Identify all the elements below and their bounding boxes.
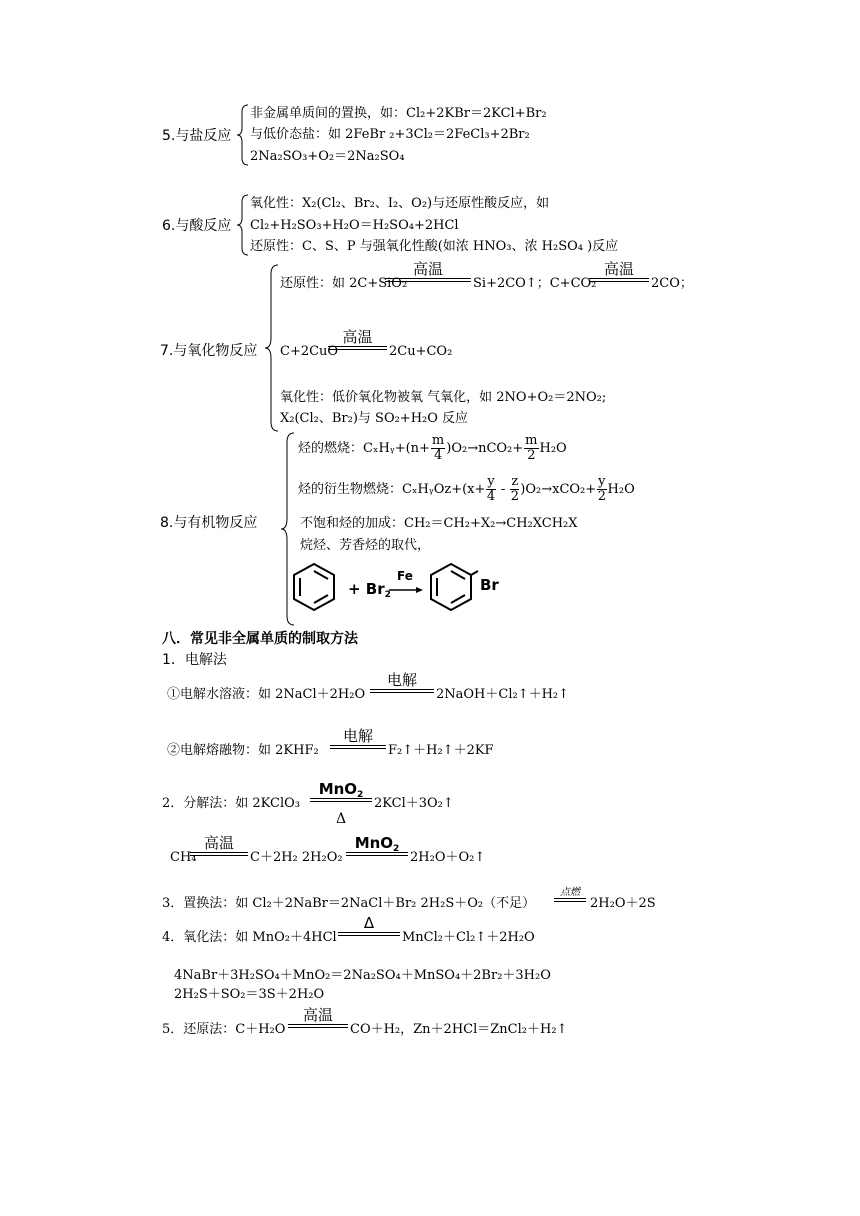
method-4-pre: 4．氧化法：如 MnO₂＋4HCl xyxy=(162,930,337,945)
method-3-post: 2H₂O＋2S xyxy=(590,896,656,911)
cond-mno2-delta: MnO$_2$ Δ xyxy=(310,780,372,828)
s7-line1a: 还原性：如 2C+SiO₂ xyxy=(280,276,408,291)
s5-line1: 非金属单质间的置换，如：Cl₂+2KBr＝2KCl+Br₂ xyxy=(250,106,547,121)
s8-label: 8.与有机物反应 xyxy=(160,515,258,531)
cond-label: 高温 xyxy=(342,328,373,346)
fraction-y2: $\frac{y}{2}$ xyxy=(597,474,606,504)
s7-gaowen-3 xyxy=(328,328,387,350)
s8-line4: 烷烃、芳香烃的取代， xyxy=(300,538,431,553)
s6-label: 6.与酸反应 xyxy=(162,218,232,234)
s8-line2c: H₂O xyxy=(607,482,635,497)
method-2b-a: CH₄ xyxy=(170,850,197,865)
s8-line1a: 烃的燃烧：CₓHᵧ+(n+ xyxy=(298,441,430,456)
benzene-ring-icon xyxy=(291,562,337,612)
s8-line2b: )O₂→xCO₂+ xyxy=(520,482,597,497)
method-1: 1．电解法 xyxy=(162,652,227,668)
method-2-post: 2KCl＋3O₂↑ xyxy=(374,796,454,811)
method-4b: 4NaBr＋3H₂SO₄＋MnO₂＝2Na₂SO₄＋MnSO₄＋2Br₂＋3H₂O xyxy=(174,968,551,983)
cond-label: 点燃 xyxy=(560,887,580,898)
s8-line2: 烃的衍生物燃烧：CₓHᵧOz+(x+ $\frac{y}{4}$ - $\frac{z}{2}$ )O₂→xCO₂+ $\frac{y}{2}$ H₂O xyxy=(298,474,635,504)
cond-delta xyxy=(338,914,400,936)
reaction-plus-br2: + $Br_2$ xyxy=(348,580,391,600)
cond-label: 电解 xyxy=(342,727,373,745)
cond-label: 高温 xyxy=(302,1006,333,1024)
s5-brace xyxy=(236,104,250,166)
section-title: 八．常见非全属单质的制取方法 xyxy=(162,631,358,647)
s6-line3: 还原性：C、S、P 与强氧化性酸(如浓 HNO₃、浓 H₂SO₄ )反应 xyxy=(250,239,619,254)
method-1a-post: 2NaOH＋Cl₂↑＋H₂↑ xyxy=(436,687,570,702)
fraction-z2: $\frac{z}{2}$ xyxy=(510,474,519,504)
s5-line2: 与低价态盐：如 2FeBr ₂+3Cl₂＝2FeCl₃+2Br₂ xyxy=(250,127,530,142)
method-3-pre: 3．置换法：如 Cl₂＋2NaBr＝2NaCl＋Br₂ 2H₂S＋O₂（不足） xyxy=(162,896,536,911)
s6-line2: Cl₂+H₂SO₃+H₂O＝H₂SO₄+2HCl xyxy=(250,218,459,233)
s7-brace xyxy=(264,264,280,432)
cond-dianjie-2 xyxy=(330,727,386,749)
s7-gaowen-1 xyxy=(385,260,471,282)
s8-line1b: )O₂→nCO₂+ xyxy=(446,441,524,456)
s7-line4: X₂(Cl₂、Br₂)与 SO₂+H₂O 反应 xyxy=(280,411,469,426)
delta-label: Δ xyxy=(335,811,347,827)
method-4-post: MnCl₂＋Cl₂↑＋2H₂O xyxy=(402,930,535,945)
cond-label: 高温 xyxy=(603,260,634,278)
cond-gaowen-4 xyxy=(190,834,248,856)
s7-label: 7.与氧化物反应 xyxy=(160,343,258,359)
s8-line1c: H₂O xyxy=(539,441,567,456)
cond-label: 高温 xyxy=(203,834,234,852)
reaction-arrow-icon xyxy=(389,585,425,595)
s6-line1: 氧化性：X₂(Cl₂、Br₂、I₂、O₂)与还原性酸反应，如 xyxy=(250,196,550,211)
method-1a-pre: ①电解水溶液：如 2NaCl＋2H₂O xyxy=(167,687,366,702)
s5-label: 5.与盐反应 xyxy=(162,128,232,144)
fraction-m2: $\frac{m}{2}$ xyxy=(525,433,538,463)
fraction-m4: $\frac{m}{4}$ xyxy=(431,433,445,463)
s8-line2a: 烃的衍生物燃烧：CₓHᵧOz+(x+ xyxy=(298,482,486,497)
cond-label: 电解 xyxy=(386,671,417,689)
s7-line2a: C+2CuO xyxy=(280,344,339,359)
method-5-post: CO＋H₂，Zn＋2HCl＝ZnCl₂＋H₂↑ xyxy=(350,1022,568,1037)
s7-line3: 氧化性：低价氧化物被氧 气氧化，如 2NO+O₂＝2NO₂; xyxy=(280,390,607,405)
catalyst-fe: Fe xyxy=(397,569,413,583)
cond-dianran xyxy=(554,888,586,902)
fraction-y4: $\frac{y}{4}$ xyxy=(486,474,496,504)
bromo-label: Br xyxy=(480,576,499,594)
method-2b-b: C＋2H₂ 2H₂O₂ xyxy=(250,850,343,865)
cond-gaowen-5 xyxy=(288,1006,348,1028)
delta-label: Δ xyxy=(363,914,375,932)
s6-brace xyxy=(236,194,250,256)
method-2b-c: 2H₂O＋O₂↑ xyxy=(410,850,486,865)
cond-label: 高温 xyxy=(412,260,443,278)
s8-line1 xyxy=(298,431,567,467)
method-5-pre: 5．还原法：C＋H₂O xyxy=(162,1022,286,1037)
method-2-pre: 2．分解法：如 2KClO₃ xyxy=(162,796,301,811)
method-4c: 2H₂S＋SO₂＝3S＋2H₂O xyxy=(174,987,325,1002)
cond-mno2: MnO$_2$ xyxy=(346,834,408,856)
s7-line2b: 2Cu+CO₂ xyxy=(389,344,453,359)
method-1b-post: F₂↑＋H₂↑＋2KF xyxy=(388,743,494,758)
s5-line3: 2Na₂SO₃+O₂＝2Na₂SO₄ xyxy=(250,149,405,164)
cond-dianjie-1 xyxy=(370,671,434,693)
s8-line3: 不饱和烃的加成：CH₂＝CH₂+X₂→CH₂XCH₂X xyxy=(300,516,578,531)
s7-line1b: Si+2CO↑；C+CO₂ xyxy=(473,276,597,291)
bromobenzene-icon xyxy=(428,562,478,612)
method-1b-pre: ②电解熔融物：如 2KHF₂ xyxy=(167,743,319,758)
s7-line1c: 2CO； xyxy=(651,276,693,291)
s7-gaowen-2 xyxy=(589,260,649,282)
